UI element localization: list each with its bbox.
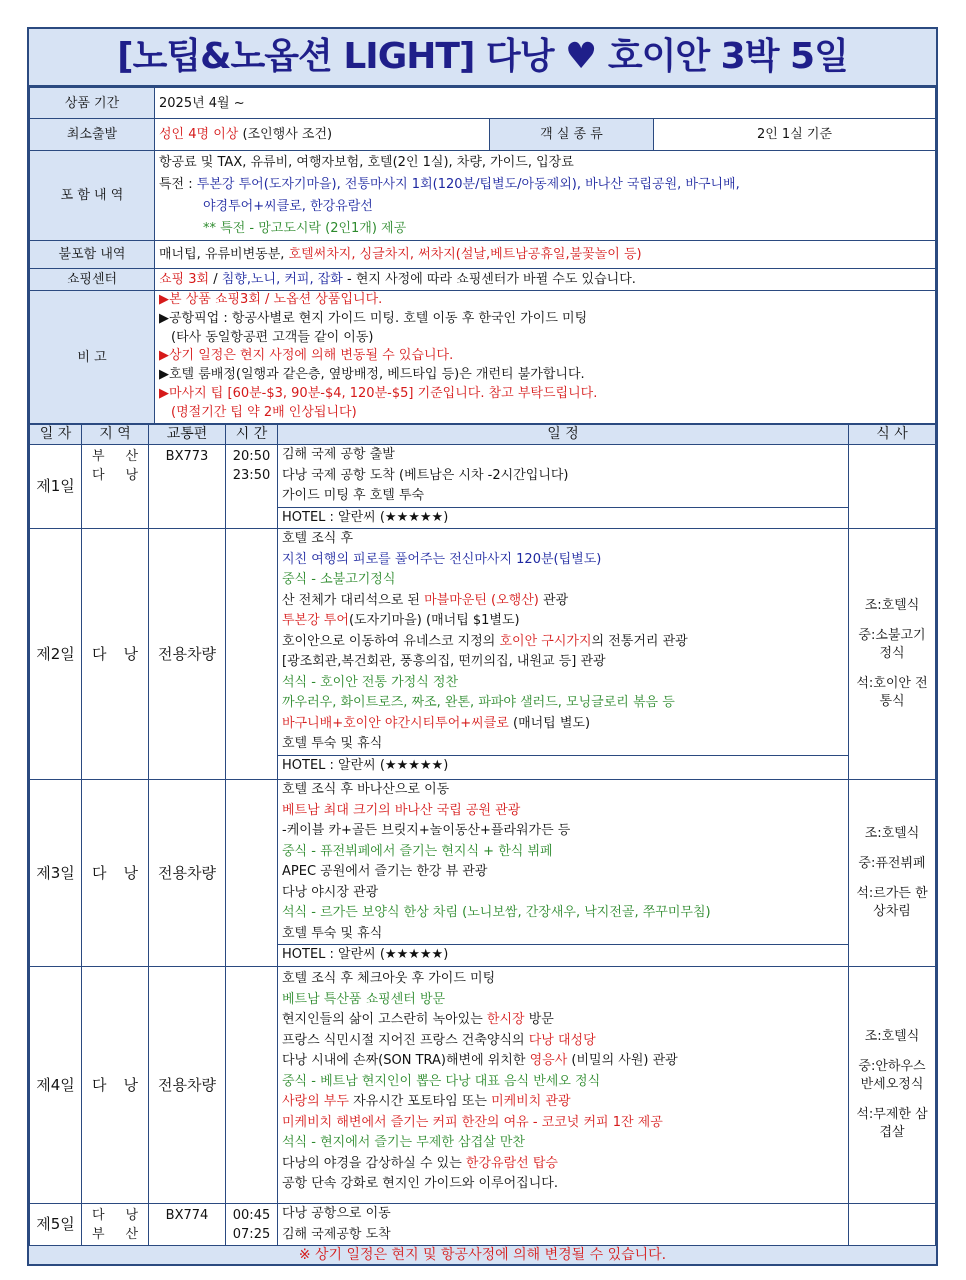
min-departure-label: 최소출발	[30, 119, 155, 151]
day4-region: 다 낭	[82, 967, 149, 1204]
day3-time	[226, 780, 278, 967]
day2-schedule: 호텔 조식 후 지친 여행의 피로를 풀어주는 전신마사지 120분(팁별도) 중식 - 소불고기정식 산 전체가 대리석으로 된 마블마운틴 (오행산) 관광 투본강 투어(도자기마을) (매너팁 $1별도) 호이안으로 이동하여 유네스코 지정의 호이안 구시가지의 전통거리 관광 [광조회관,복건회관, 풍흥의집, 떤끼의집, 내원교 등] 관광 석식 - 호이안 전통 가정식 정찬 까우러우, 화이트로즈, 짜조, 완톤, 파파야 샐러드, 모닝글로리 볶음 등 바구니배+호이안 야간시티투어+씨클로 (매너팁 별도) 호텔 투숙 및 휴식 HOTEL : 알란씨 (★★★★★)	[278, 529, 849, 780]
excluded-label: 불포함 내역	[30, 241, 155, 269]
header-meal: 식 사	[849, 425, 936, 445]
footer-notice: ※ 상기 일정은 현지 및 항공사정에 의해 변경될 수 있습니다.	[29, 1246, 936, 1264]
day5-row	[30, 1204, 936, 1246]
day2-time	[226, 529, 278, 780]
day3-region: 다 낭	[82, 780, 149, 967]
day5-time: 00:45 07:25	[226, 1204, 278, 1246]
room-type-label: 객 실 종 류	[490, 119, 654, 151]
day2-meals: 조:호텔식 중:소불고기 정식 석:호이안 전통식	[849, 529, 936, 780]
period-value: 2025년 4월 ~	[155, 88, 936, 119]
notes-value: ▶본 상품 쇼핑3회 / 노옵션 상품입니다. ▶공항픽업 : 항공사별로 현지 가이드 미팅. 호텔 이동 후 한국인 가이드 미팅 (타사 동일항공편 고객들 같이 이동) ▶상기 일정은 현지 사정에 의해 변동될 수 있습니다. ▶호텔 룸배정(일행과 같은층, 옆방배정, 베드타입 등)은 개런티 불가합니다. ▶마사지 팁 [60분-$3, 90분-$4, 120분-$5] 기준입니다. 참고 부탁드립니다. (명절기간 팁 약 2배 인상됩니다)	[155, 291, 936, 424]
excluded-value: 매너팁, 유류비변동분, 호텔써차지, 싱글차지, 써차지(설날,베트남공휴일,불꽃놀이 등)	[155, 241, 936, 269]
header-transport: 교통편	[149, 425, 226, 445]
day5-meals	[849, 1204, 936, 1246]
day3-meals: 조:호텔식 중:퓨전뷔페 석:르가든 한상차림	[849, 780, 936, 967]
day1-time: 20:50 23:50	[226, 445, 278, 529]
schedule-table	[29, 424, 936, 1246]
info-table	[29, 87, 936, 424]
day4-time	[226, 967, 278, 1204]
day1-hotel: HOTEL : 알란씨 (★★★★★)	[278, 507, 848, 529]
day3-label: 제3일	[30, 780, 82, 967]
day2-transport: 전용차량	[149, 529, 226, 780]
day3-schedule: 호텔 조식 후 바나산으로 이동 베트남 최대 크기의 바나산 국립 공원 관광 -케이블 카+골든 브릿지+놀이동산+플라워가든 등 중식 - 퓨전뷔페에서 즐기는 현지식 + 한식 뷔페 APEC 공원에서 즐기는 한강 뷰 관광 다낭 야시장 관광 석식 - 르가든 보양식 한상 차림 (노니보쌈, 간장새우, 낙지전골, 쭈꾸미무침) 호텔 투숙 및 휴식 HOTEL : 알란씨 (★★★★★)	[278, 780, 849, 967]
day3-transport: 전용차량	[149, 780, 226, 967]
header-time: 시 간	[226, 425, 278, 445]
day2-hotel: HOTEL : 알란씨 (★★★★★)	[278, 755, 848, 777]
day2-label: 제2일	[30, 529, 82, 780]
day3-row	[30, 780, 936, 967]
day1-row	[30, 445, 936, 529]
day5-region: 다 낭 부 산	[82, 1204, 149, 1246]
notes-label: 비 고	[30, 291, 155, 424]
page-title: [노팁&노옵션 LIGHT] 다낭 ♥ 호이안 3박 5일	[29, 29, 936, 87]
included-value: 항공료 및 TAX, 유류비, 여행자보험, 호텔(2인 1실), 차량, 가이드, 입장료 특전 : 투본강 투어(도자기마을), 전통마사지 1회(120분/팁별도/아동제외), 바나산 국립공원, 바구니배, 야경투어+씨클로, 한강유람선 ** 특전 - 망고도시락 (2인1개) 제공	[155, 151, 936, 241]
day4-row	[30, 967, 936, 1204]
day3-hotel: HOTEL : 알란씨 (★★★★★)	[278, 944, 848, 966]
day5-label: 제5일	[30, 1204, 82, 1246]
header-region: 지 역	[82, 425, 149, 445]
shopping-value: 쇼핑 3회 / 침향,노니, 커피, 잡화 - 현지 사정에 따라 쇼핑센터가 바뀔 수도 있습니다.	[155, 269, 936, 291]
day2-region: 다 낭	[82, 529, 149, 780]
min-departure-value: 성인 4명 이상 (조인행사 조건)	[155, 119, 490, 151]
day2-row	[30, 529, 936, 780]
day4-label: 제4일	[30, 967, 82, 1204]
period-label: 상품 기간	[30, 88, 155, 119]
day1-label: 제1일	[30, 445, 82, 529]
day5-transport: BX774	[149, 1204, 226, 1246]
included-label: 포 함 내 역	[30, 151, 155, 241]
itinerary-sheet	[27, 27, 938, 1266]
day1-meals	[849, 445, 936, 529]
room-type-value: 2인 1실 기준	[654, 119, 936, 151]
day1-schedule: 김해 국제 공항 출발 다낭 국제 공항 도착 (베트남은 시차 -2시간입니다) 가이드 미팅 후 호텔 투숙 HOTEL : 알란씨 (★★★★★)	[278, 445, 849, 529]
header-date: 일 자	[30, 425, 82, 445]
day4-transport: 전용차량	[149, 967, 226, 1204]
day4-meals: 조:호텔식 중:안하우스 반세오정식 석:무제한 삼겹살	[849, 967, 936, 1204]
day5-schedule: 다낭 공항으로 이동 김해 국제공항 도착	[278, 1204, 849, 1246]
day1-transport: BX773	[149, 445, 226, 529]
day1-region: 부 산 다 낭	[82, 445, 149, 529]
shopping-label: 쇼핑센터	[30, 269, 155, 291]
header-schedule: 일 정	[278, 425, 849, 445]
day4-schedule: 호텔 조식 후 체크아웃 후 가이드 미팅 베트남 특산품 쇼핑센터 방문 현지인들의 삶이 고스란히 녹아있는 한시장 방문 프랑스 식민시절 지어진 프랑스 건축양식의 다낭 대성당 다낭 시내에 손짜(SON TRA)해변에 위치한 영응사 (비밀의 사원) 관광 중식 - 베트남 현지인이 뽑은 다낭 대표 음식 반세오 정식 사랑의 부두 자유시간 포토타임 또는 미케비치 관광 미케비치 해변에서 즐기는 커피 한잔의 여유 - 코코넛 커피 1잔 제공 석식 - 현지에서 즐기는 무제한 삼겹살 만찬 다낭의 야경을 감상하실 수 있는 한강유람선 탑승 공항 단속 강화로 현지인 가이드와 이루어집니다.	[278, 967, 849, 1204]
